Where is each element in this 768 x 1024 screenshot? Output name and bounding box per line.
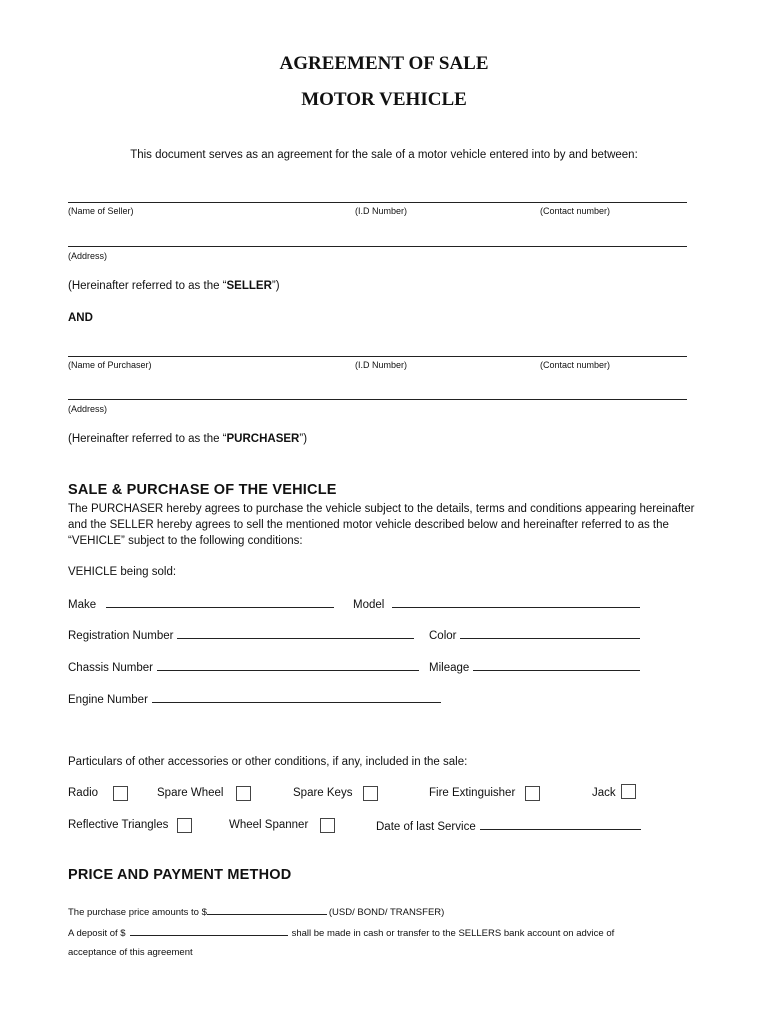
sale-section-paragraph: The PURCHASER hereby agrees to purchase the vehicle subject to the details, terms and conditions appearing hereinafter and the SELLER hereby agrees to sell the mentioned motor vehicle described below and hereinafter referred to as the “VEHICLE” subject to the following conditions: [68, 503, 695, 547]
purchaser-id-label: (I.D Number) [355, 360, 408, 370]
price-line: The purchase price amounts to $ (USD/ BOND/ TRANSFER) [68, 904, 444, 918]
deposit-continuation: acceptance of this agreement [68, 947, 193, 958]
and-label: AND [68, 312, 93, 324]
engine-field: Engine Number [68, 692, 441, 706]
spare-keys-checkbox[interactable] [363, 786, 378, 801]
purchaser-address-line[interactable] [68, 399, 687, 400]
deposit-line: A deposit of $ shall be made in cash or transfer to the SELLERS bank account on advice of [68, 925, 614, 939]
purchaser-reference: (Hereinafter referred to as the “PURCHASER”) [68, 433, 308, 445]
radio-label: Radio [68, 787, 99, 799]
intro-text: This document serves as an agreement for the sale of a motor vehicle entered into by and between: [130, 149, 638, 161]
wheel-spanner-checkbox[interactable] [320, 818, 335, 833]
seller-id-label: (I.D Number) [355, 206, 408, 216]
model-input-line[interactable] [392, 597, 640, 608]
seller-address-label: (Address) [68, 251, 108, 261]
price-input-line[interactable] [207, 904, 327, 915]
purchaser-name-label: (Name of Purchaser) [68, 360, 152, 370]
sale-section-heading: SALE & PURCHASE OF THE VEHICLE [68, 482, 337, 498]
jack-checkbox[interactable] [621, 784, 636, 799]
fire-extinguisher-label: Fire Extinguisher [429, 787, 516, 799]
deposit-input-line[interactable] [130, 925, 288, 936]
document-title: AGREEMENT OF SALE [279, 53, 489, 74]
purchaser-details-line[interactable] [68, 356, 687, 357]
chassis-field: Chassis Number [68, 660, 419, 674]
purchaser-contact-label: (Contact number) [540, 360, 611, 370]
wheel-spanner-label: Wheel Spanner [229, 819, 309, 831]
make-input-line[interactable] [106, 597, 334, 608]
fire-extinguisher-checkbox[interactable] [525, 786, 540, 801]
model-field: Model [353, 597, 640, 611]
mileage-field: Mileage [429, 660, 640, 674]
spare-keys-label: Spare Keys [293, 787, 353, 799]
purchaser-address-label: (Address) [68, 404, 108, 414]
radio-checkbox[interactable] [113, 786, 128, 801]
chassis-input-line[interactable] [157, 660, 419, 671]
seller-reference: (Hereinafter referred to as the “SELLER”) [68, 280, 280, 292]
mileage-input-line[interactable] [473, 660, 640, 671]
seller-contact-label: (Contact number) [540, 206, 611, 216]
color-field: Color [429, 628, 640, 642]
registration-field: Registration Number [68, 628, 414, 642]
last-service-input-line[interactable] [480, 819, 641, 830]
document-subtitle: MOTOR VEHICLE [301, 89, 467, 110]
color-input-line[interactable] [460, 628, 640, 639]
seller-details-line[interactable] [68, 202, 687, 203]
seller-name-label: (Name of Seller) [68, 206, 134, 216]
make-field: Make [68, 597, 334, 611]
accessories-intro: Particulars of other accessories or other conditions, if any, included in the sale: [68, 756, 468, 768]
vehicle-sold-label: VEHICLE being sold: [68, 566, 177, 578]
price-section-heading: PRICE AND PAYMENT METHOD [68, 867, 292, 883]
spare-wheel-checkbox[interactable] [236, 786, 251, 801]
spare-wheel-label: Spare Wheel [157, 787, 224, 799]
seller-address-line[interactable] [68, 246, 687, 247]
reflective-triangles-checkbox[interactable] [177, 818, 192, 833]
engine-input-line[interactable] [152, 692, 441, 703]
reflective-triangles-label: Reflective Triangles [68, 819, 169, 831]
jack-label: Jack [592, 787, 616, 799]
last-service-field: Date of last Service [376, 819, 641, 833]
registration-input-line[interactable] [177, 628, 414, 639]
